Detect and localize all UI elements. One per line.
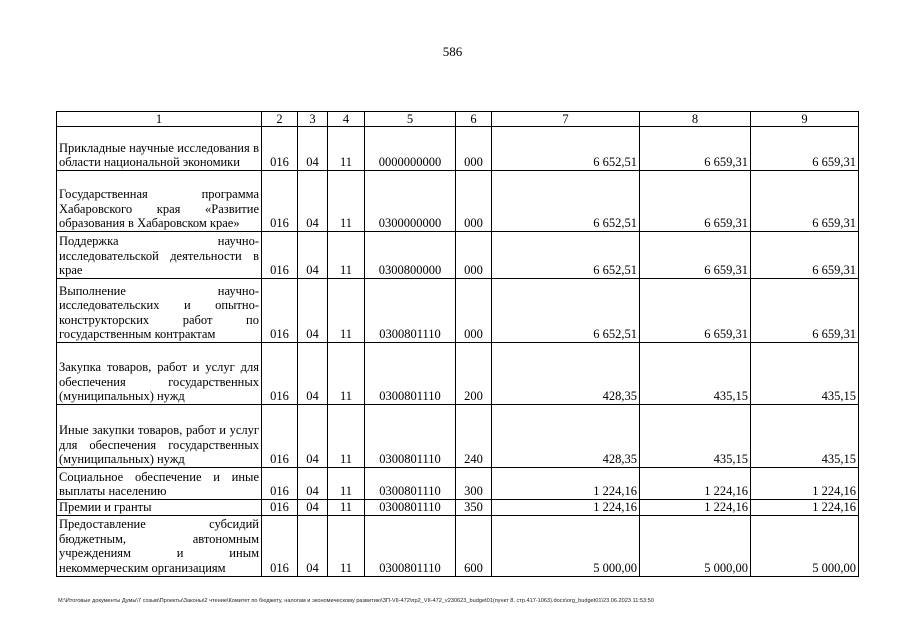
row-name: Поддержка научно-исследовательской деятельности в крае bbox=[57, 232, 262, 279]
cell-code-6: 000 bbox=[456, 232, 492, 279]
cell-code-4: 11 bbox=[328, 279, 365, 343]
table-row bbox=[57, 279, 859, 343]
cell-code-5: 0300801110 bbox=[365, 279, 456, 343]
cell-code-6: 000 bbox=[456, 279, 492, 343]
cell-amount-7: 1 224,16 bbox=[492, 500, 640, 516]
budget-table bbox=[56, 111, 859, 577]
table-row bbox=[57, 171, 859, 232]
cell-code-6: 200 bbox=[456, 343, 492, 405]
row-name: Премии и гранты bbox=[57, 500, 262, 516]
cell-amount-8: 6 659,31 bbox=[640, 171, 751, 232]
cell-code-2: 016 bbox=[262, 343, 298, 405]
cell-code-2: 016 bbox=[262, 279, 298, 343]
cell-amount-7: 1 224,16 bbox=[492, 468, 640, 500]
cell-code-5: 0300801110 bbox=[365, 500, 456, 516]
cell-code-3: 04 bbox=[298, 127, 328, 171]
page-number: 586 bbox=[442, 44, 463, 59]
row-name: Иные закупки товаров, работ и услуг для обеспечения государственных (муниципальных) нужд bbox=[57, 405, 262, 468]
row-name: Предоставление субсидий бюджетным, автономным учреждениям и иным некоммерческим организациям bbox=[57, 515, 262, 576]
table-row bbox=[57, 515, 859, 576]
cell-amount-9: 6 659,31 bbox=[751, 232, 859, 279]
cell-code-4: 11 bbox=[328, 405, 365, 468]
cell-amount-8: 5 000,00 bbox=[640, 515, 751, 576]
row-name: Выполнение научно-исследовательских и опытно-конструкторских работ по государственным контрактам bbox=[57, 279, 262, 343]
cell-code-2: 016 bbox=[262, 405, 298, 468]
row-name: Прикладные научные исследования в области национальной экономики bbox=[57, 127, 262, 171]
cell-amount-8: 435,15 bbox=[640, 405, 751, 468]
cell-amount-8: 6 659,31 bbox=[640, 232, 751, 279]
cell-code-5: 0300801110 bbox=[365, 468, 456, 500]
cell-code-6: 600 bbox=[456, 515, 492, 576]
cell-code-2: 016 bbox=[262, 500, 298, 516]
cell-code-2: 016 bbox=[262, 468, 298, 500]
table-row bbox=[57, 343, 859, 405]
cell-code-5: 0300801110 bbox=[365, 343, 456, 405]
cell-amount-7: 428,35 bbox=[492, 343, 640, 405]
cell-amount-7: 6 652,51 bbox=[492, 171, 640, 232]
header-col-2: 2 bbox=[262, 112, 298, 127]
row-name: Закупка товаров, работ и услуг для обеспечения государственных (муниципальных) нужд bbox=[57, 343, 262, 405]
row-name: Социальное обеспечение и иные выплаты населению bbox=[57, 468, 262, 500]
table-row bbox=[57, 405, 859, 468]
table-header-row bbox=[57, 112, 859, 127]
table-row bbox=[57, 500, 859, 516]
cell-amount-9: 435,15 bbox=[751, 405, 859, 468]
header-col-9: 9 bbox=[751, 112, 859, 127]
cell-amount-7: 6 652,51 bbox=[492, 232, 640, 279]
cell-amount-9: 1 224,16 bbox=[751, 500, 859, 516]
cell-code-5: 0300801110 bbox=[365, 515, 456, 576]
cell-amount-9: 1 224,16 bbox=[751, 468, 859, 500]
cell-code-3: 04 bbox=[298, 279, 328, 343]
cell-amount-8: 6 659,31 bbox=[640, 127, 751, 171]
cell-code-2: 016 bbox=[262, 127, 298, 171]
cell-code-4: 11 bbox=[328, 515, 365, 576]
table-row bbox=[57, 127, 859, 171]
cell-amount-7: 5 000,00 bbox=[492, 515, 640, 576]
header-col-3: 3 bbox=[298, 112, 328, 127]
cell-amount-8: 435,15 bbox=[640, 343, 751, 405]
cell-code-4: 11 bbox=[328, 171, 365, 232]
header-col-7: 7 bbox=[492, 112, 640, 127]
cell-amount-9: 5 000,00 bbox=[751, 515, 859, 576]
cell-code-6: 000 bbox=[456, 171, 492, 232]
footer-file-path: M:\Итоговые документы Думы\7 созыв\Проекты\Законы\2 чтение\Комитет по бюджету, налогам и экономическому развитию\ЗП-VII-472\пр2_VII-472_v230623_budget01(пункт 8, стр.417-1063).docx\org_budget01\23.06.2023 11:53:50 bbox=[58, 598, 654, 604]
cell-amount-9: 6 659,31 bbox=[751, 127, 859, 171]
cell-code-5: 0300801110 bbox=[365, 405, 456, 468]
cell-code-5: 0300000000 bbox=[365, 171, 456, 232]
cell-code-2: 016 bbox=[262, 232, 298, 279]
cell-code-6: 000 bbox=[456, 127, 492, 171]
cell-code-4: 11 bbox=[328, 127, 365, 171]
cell-code-4: 11 bbox=[328, 232, 365, 279]
cell-code-3: 04 bbox=[298, 343, 328, 405]
cell-code-4: 11 bbox=[328, 468, 365, 500]
table-row bbox=[57, 468, 859, 500]
cell-amount-7: 6 652,51 bbox=[492, 279, 640, 343]
cell-amount-9: 6 659,31 bbox=[751, 171, 859, 232]
header-col-6: 6 bbox=[456, 112, 492, 127]
cell-amount-8: 1 224,16 bbox=[640, 500, 751, 516]
cell-amount-9: 435,15 bbox=[751, 343, 859, 405]
cell-code-4: 11 bbox=[328, 343, 365, 405]
cell-code-6: 300 bbox=[456, 468, 492, 500]
cell-code-6: 240 bbox=[456, 405, 492, 468]
cell-amount-7: 428,35 bbox=[492, 405, 640, 468]
cell-amount-9: 6 659,31 bbox=[751, 279, 859, 343]
table-row bbox=[57, 232, 859, 279]
cell-amount-8: 6 659,31 bbox=[640, 279, 751, 343]
cell-amount-7: 6 652,51 bbox=[492, 127, 640, 171]
row-name: Государственная программа Хабаровского края «Развитие образования в Хабаровском крае» bbox=[57, 171, 262, 232]
cell-code-5: 0300800000 bbox=[365, 232, 456, 279]
cell-code-5: 0000000000 bbox=[365, 127, 456, 171]
cell-code-3: 04 bbox=[298, 515, 328, 576]
cell-code-6: 350 bbox=[456, 500, 492, 516]
cell-code-3: 04 bbox=[298, 405, 328, 468]
header-col-1: 1 bbox=[57, 112, 262, 127]
cell-code-3: 04 bbox=[298, 468, 328, 500]
header-col-8: 8 bbox=[640, 112, 751, 127]
cell-code-2: 016 bbox=[262, 171, 298, 232]
header-col-5: 5 bbox=[365, 112, 456, 127]
cell-code-3: 04 bbox=[298, 500, 328, 516]
cell-amount-8: 1 224,16 bbox=[640, 468, 751, 500]
cell-code-2: 016 bbox=[262, 515, 298, 576]
cell-code-4: 11 bbox=[328, 500, 365, 516]
header-col-4: 4 bbox=[328, 112, 365, 127]
cell-code-3: 04 bbox=[298, 171, 328, 232]
cell-code-3: 04 bbox=[298, 232, 328, 279]
